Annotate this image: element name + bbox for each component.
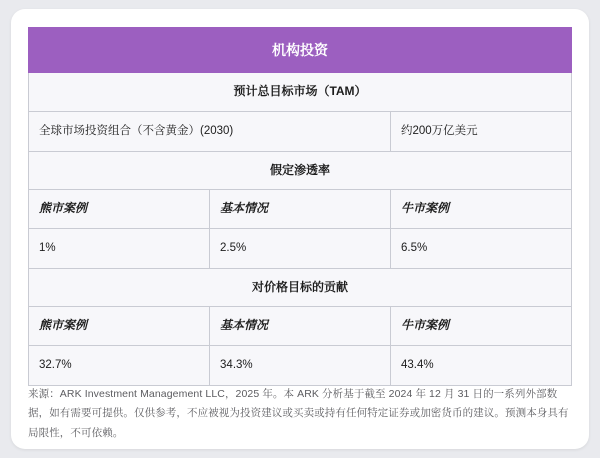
- table-title-row: [29, 28, 572, 73]
- section-heading-tam: [29, 73, 572, 112]
- column-header-base: 基本情况: [210, 190, 391, 229]
- section-heading-label: 对价格目标的贡献: [29, 268, 572, 307]
- table-title: 机构投资: [29, 28, 572, 73]
- contribution-bear-value: 32.7%: [29, 346, 210, 386]
- section-heading-label: 预计总目标市场（TAM）: [29, 73, 572, 112]
- penetration-bear-value: 1%: [29, 228, 210, 268]
- tam-value: 约200万亿美元: [391, 111, 572, 151]
- column-header-bull: 牛市案例: [391, 307, 572, 346]
- contribution-base-value: 34.3%: [210, 346, 391, 386]
- table-row: [29, 346, 572, 386]
- column-header-bear: 熊市案例: [29, 190, 210, 229]
- tam-label: 全球市场投资组合（不含黄金）(2030): [29, 111, 391, 151]
- penetration-column-headers: [29, 190, 572, 229]
- column-header-bear: 熊市案例: [29, 307, 210, 346]
- section-heading-contribution: [29, 268, 572, 307]
- report-card: [11, 9, 589, 449]
- column-header-base: 基本情况: [210, 307, 391, 346]
- contribution-column-headers: [29, 307, 572, 346]
- source-footnote: 来源：ARK Investment Management LLC，2025 年。本 ARK 分析基于截至 2024 年 12 月 31 日的一系列外部数据，如有需要可提供。仅供参考，不应被视为投资建议或买卖或持有任何特定证券或加密货币的建议。预测本身具有局限性，不可依赖。: [28, 388, 569, 439]
- institutional-investment-table: [28, 27, 572, 386]
- table-row: [29, 228, 572, 268]
- table-row: [29, 111, 572, 151]
- penetration-bull-value: 6.5%: [391, 228, 572, 268]
- penetration-base-value: 2.5%: [210, 228, 391, 268]
- column-header-bull: 牛市案例: [391, 190, 572, 229]
- contribution-bull-value: 43.4%: [391, 346, 572, 386]
- section-heading-label: 假定渗透率: [29, 151, 572, 190]
- section-heading-penetration: [29, 151, 572, 190]
